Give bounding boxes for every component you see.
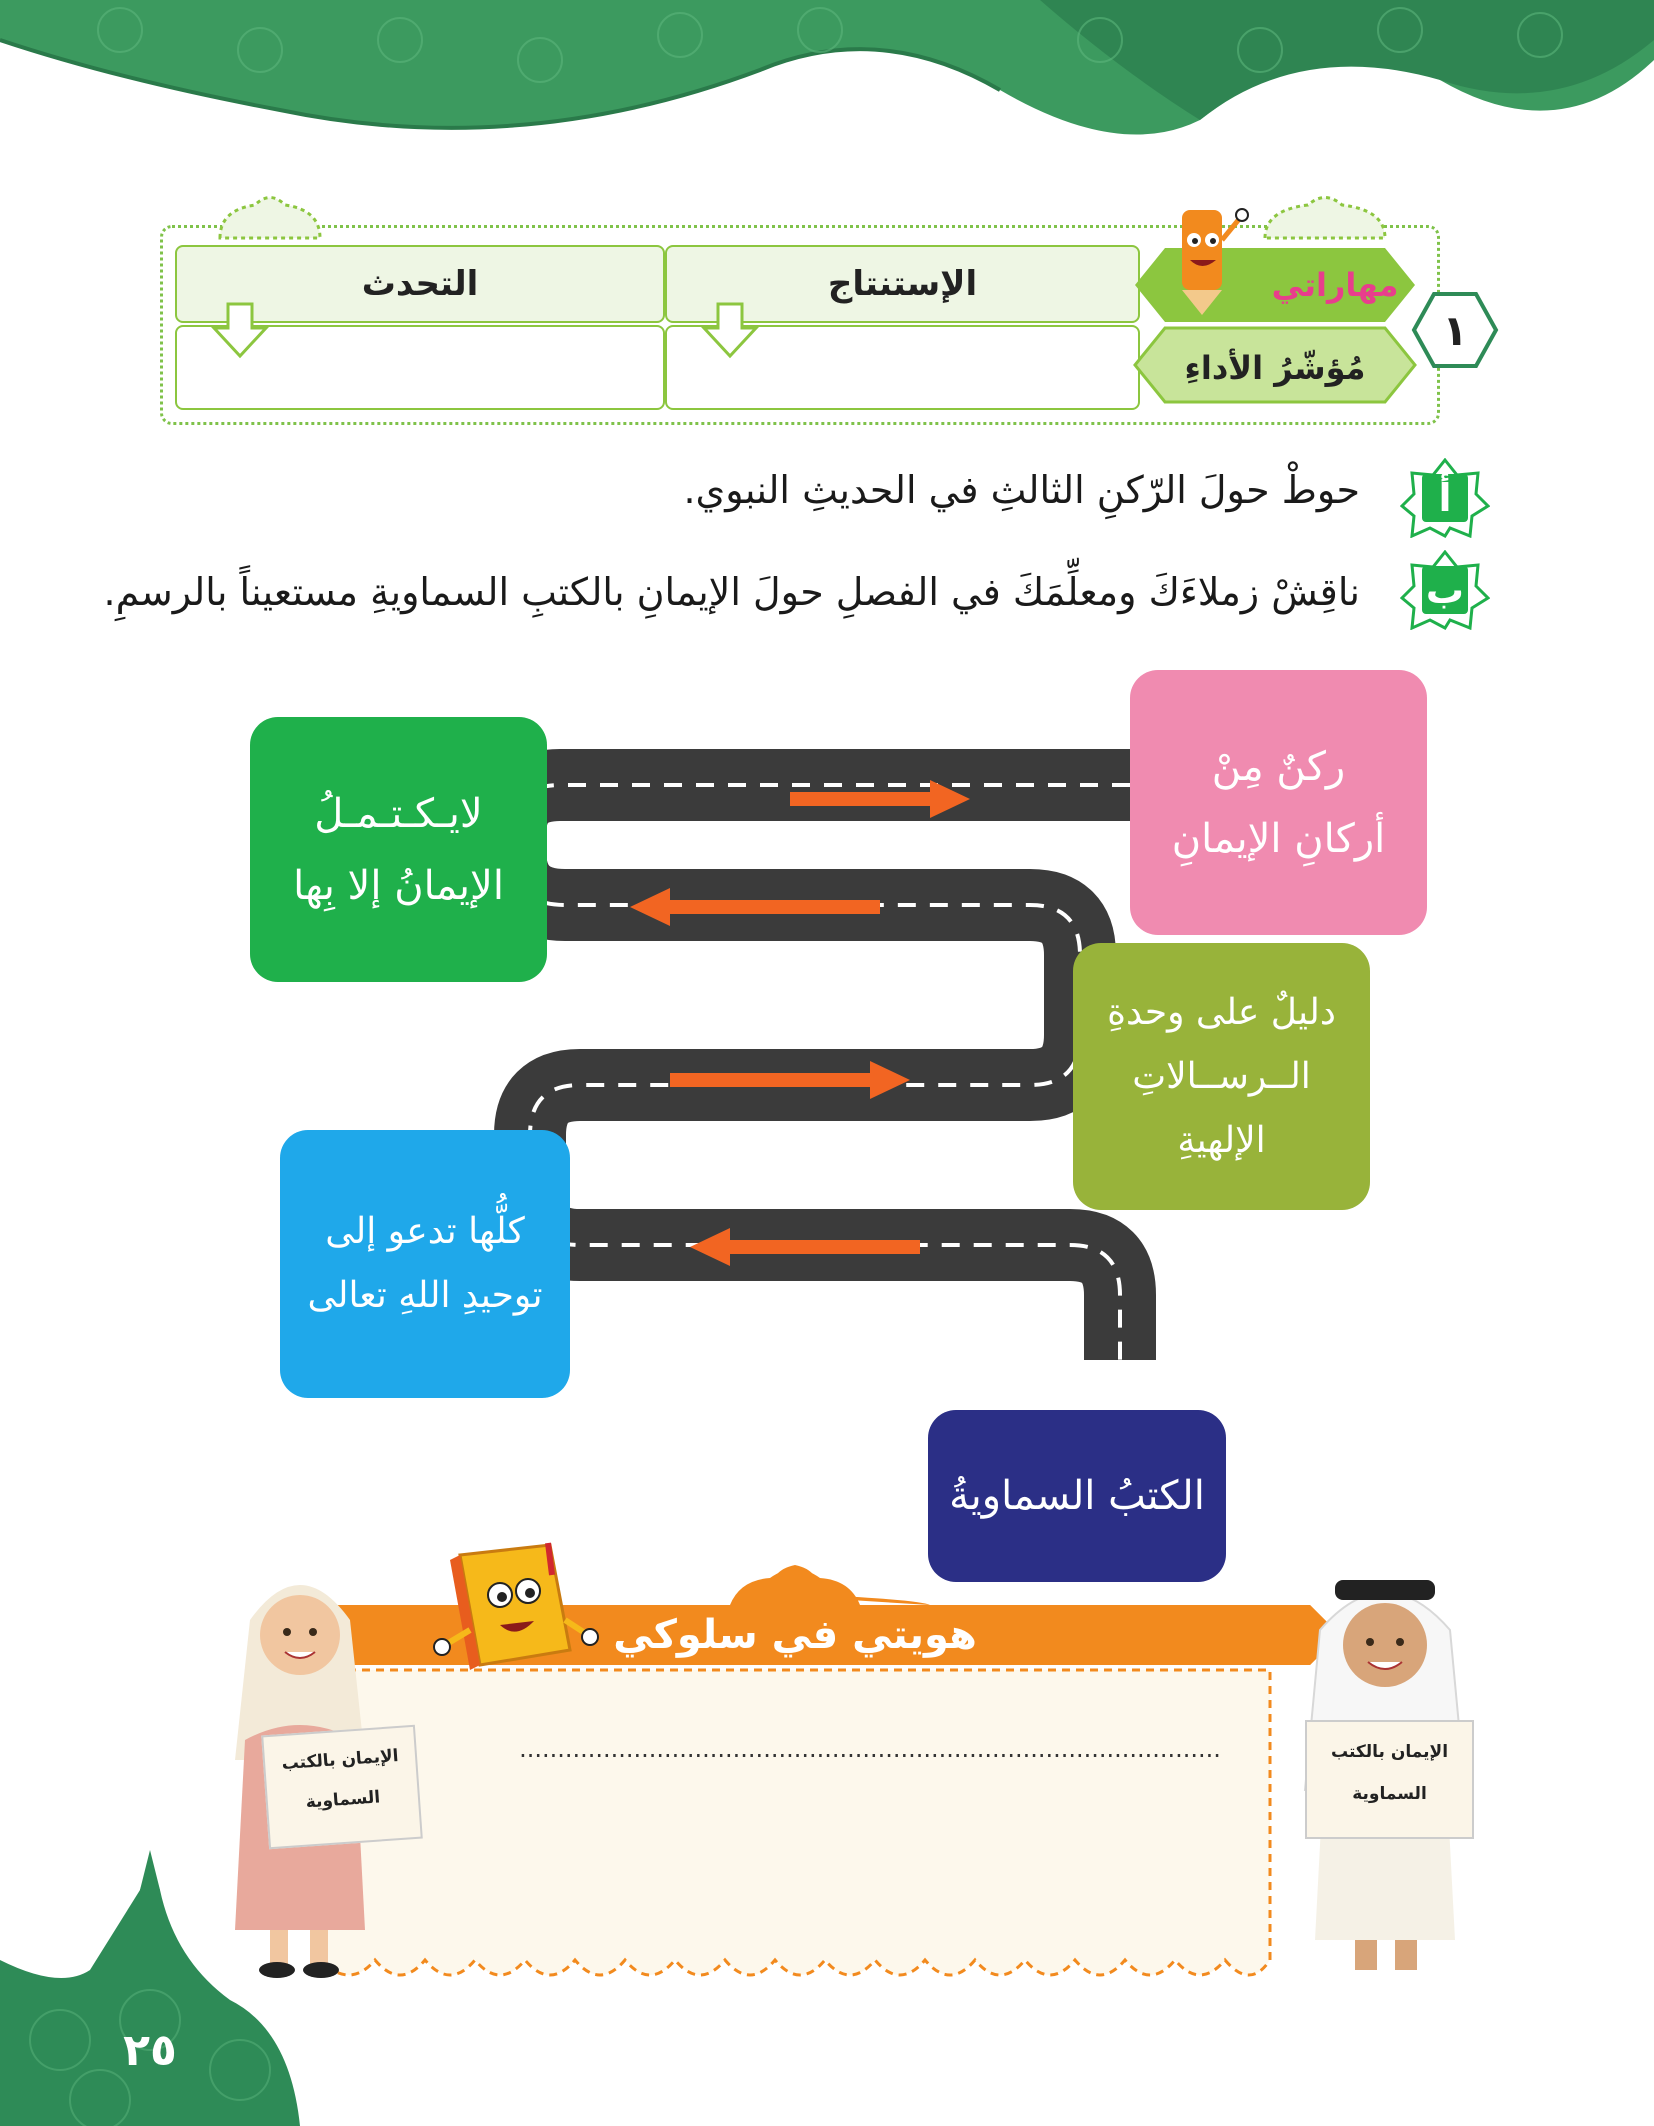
- card-faith-incomplete: [250, 717, 547, 982]
- card-pillar-of-faith: [1130, 670, 1427, 935]
- girl-sign-line-2: السماوية: [305, 1787, 381, 1813]
- page-number: ٢٥: [123, 2024, 177, 2076]
- girl-sign-line-1: الإيمان بالكتب: [281, 1746, 400, 1775]
- boy-sign-line-1: الإيمان بالكتب: [1330, 1742, 1449, 1762]
- card-green-line-2: الإيمانُ إلا بِها: [293, 862, 504, 909]
- behavior-title: هويتي في سلوكي: [613, 1612, 977, 1658]
- question-b-letter: ب: [1425, 568, 1465, 612]
- question-number: ١: [1442, 305, 1468, 355]
- card-blue-line-2: توحيدِ اللهِ تعالى: [307, 1275, 543, 1316]
- skill-speaking-label: التحدث: [361, 264, 479, 304]
- card-pink-line-1: ركنٌ مِنْ: [1211, 743, 1346, 790]
- boy-sign-line-2: السماوية: [1352, 1784, 1427, 1804]
- card-olive-line-2: الــرســالاتِ: [1132, 1055, 1311, 1097]
- down-arrow-icon: [700, 300, 760, 360]
- behavior-answer-line[interactable]: ............................................................................................: [519, 1735, 1221, 1763]
- pencil-mascot-icon: [1160, 200, 1250, 320]
- question-b-text: ناقِشْ زملاءَكَ ومعلِّمَكَ في الفصلِ حولَ الإيمانِ بالكتبِ السماويةِ مستعيناً بالرسمِ.: [103, 570, 1360, 614]
- card-heavenly-books: [928, 1410, 1226, 1582]
- card-pink-line-2: أركانِ الإيمانِ: [1171, 815, 1386, 862]
- down-arrow-icon: [210, 300, 270, 360]
- winding-road: [470, 740, 1170, 1420]
- card-call-to-monotheism: [280, 1130, 570, 1398]
- skills-title: مهاراتي: [1271, 266, 1399, 304]
- girl-sign: [261, 1725, 423, 1849]
- question-a-letter: أ: [1438, 476, 1452, 520]
- boy-sign: [1305, 1720, 1474, 1839]
- card-olive-line-1: دليلٌ على وحدةِ: [1107, 991, 1336, 1033]
- performance-indicator: مُؤشّرُ الأداءِ: [1184, 349, 1366, 387]
- card-olive-line-3: الإلهيةِ: [1177, 1119, 1266, 1161]
- top-decorative-banner: [0, 0, 1654, 160]
- dome-ornament: [215, 190, 325, 240]
- card-blue-line-1: كلُّها تدعو إلى: [325, 1211, 525, 1252]
- card-green-line-1: لايـكـتـمـلُ: [314, 790, 483, 837]
- question-a-text: حوطْ حولَ الرّكنِ الثالثِ في الحديثِ النبوي.: [683, 468, 1360, 512]
- book-mascot-icon: [430, 1535, 600, 1695]
- card-navy-line-1: الكتبُ السماويةُ: [949, 1473, 1205, 1519]
- card-unity-of-messages: [1073, 943, 1370, 1210]
- dome-ornament: [1260, 190, 1390, 240]
- skill-inference-label: الإستنتاج: [827, 264, 978, 304]
